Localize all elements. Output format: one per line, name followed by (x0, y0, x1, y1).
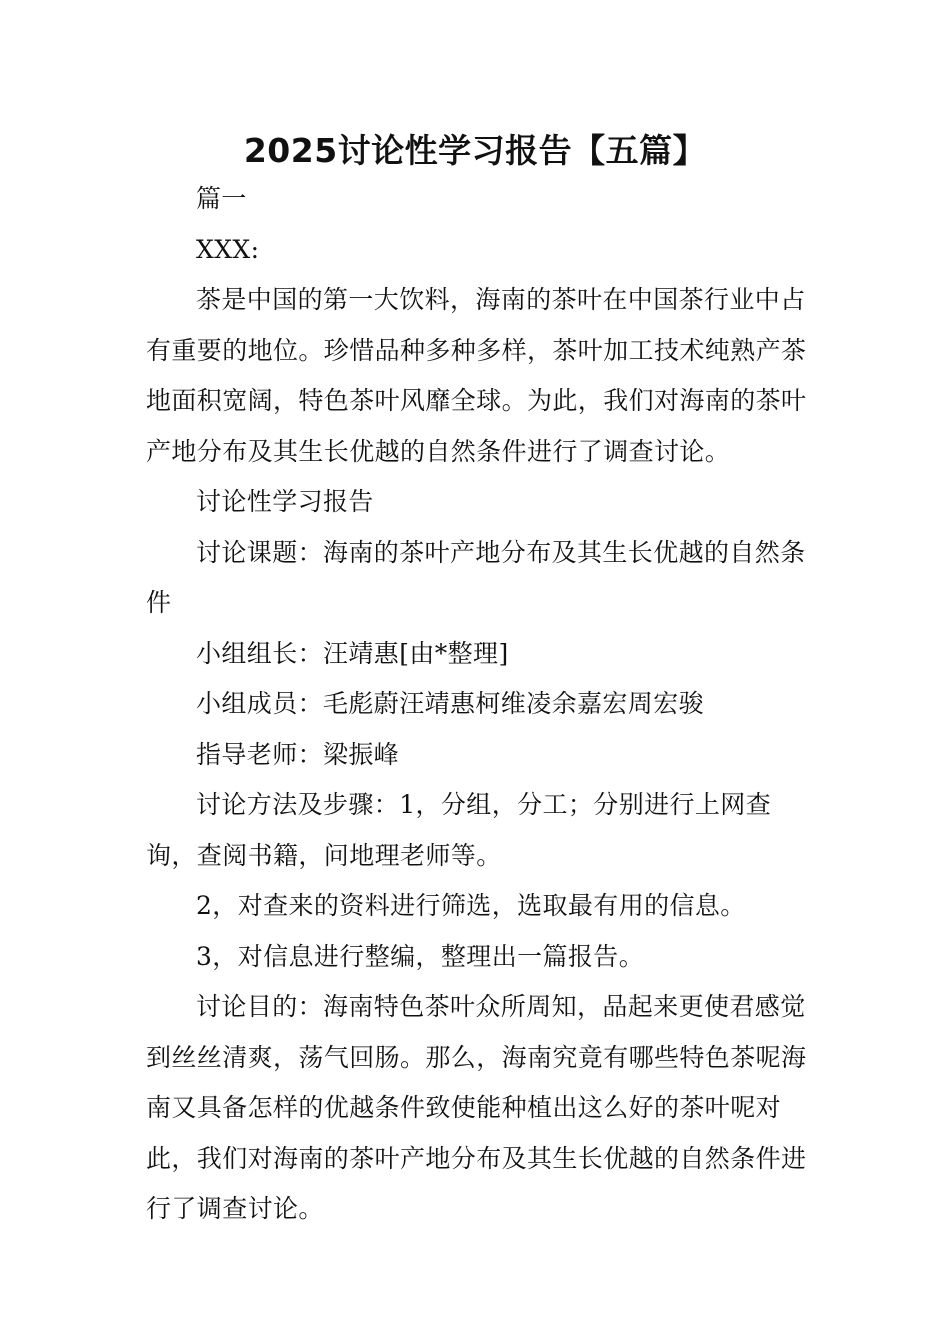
document-body (146, 174, 816, 1235)
intro-paragraph: 茶是中国的第一大饮料，海南的茶叶在中国茶行业中占有重要的地位。珍惜品种多种多样，茶叶加工技术纯熟产茶地面积宽阔，特色茶叶风靡全球。为此，我们对海南的茶叶产地分布及其生长优越的自然条件进行了调查讨论。 (146, 285, 807, 466)
topic-paragraph: 讨论课题：海南的茶叶产地分布及其生长优越的自然条件 (146, 537, 806, 617)
report-subtitle: 讨论性学习报告 (196, 487, 374, 516)
advisor-paragraph: 指导老师：梁振峰 (196, 739, 400, 769)
purpose-paragraph: 讨论目的：海南特色茶叶众所周知，品起来更使君感觉到丝丝清爽，荡气回肠。那么，海南究竟有哪些特色茶呢海南又具备怎样的优越条件致使能种植出这么好的茶叶呢对此，我们对海南的茶叶产地分布及其生长优越的自然条件进行了调查讨论。 (146, 992, 807, 1223)
section-heading: 篇一 (196, 184, 247, 213)
group-leader-paragraph: 小组组长：汪靖惠[由*整理] (196, 638, 509, 668)
step-3-paragraph: 3，对信息进行整编，整理出一篇报告。 (196, 941, 645, 971)
method-paragraph: 讨论方法及步骤：1，分组，分工；分别进行上网查询，查阅书籍，问地理老师等。 (146, 790, 772, 870)
group-members-paragraph: 小组成员：毛彪蔚汪靖惠柯维凌余嘉宏周宏骏 (196, 689, 705, 718)
document-title: 2025讨论性学习报告【五篇】 (243, 131, 707, 170)
step-2-paragraph: 2，对查来的资料进行筛选，选取最有用的信息。 (196, 891, 746, 920)
salutation: XXX: (196, 234, 260, 264)
